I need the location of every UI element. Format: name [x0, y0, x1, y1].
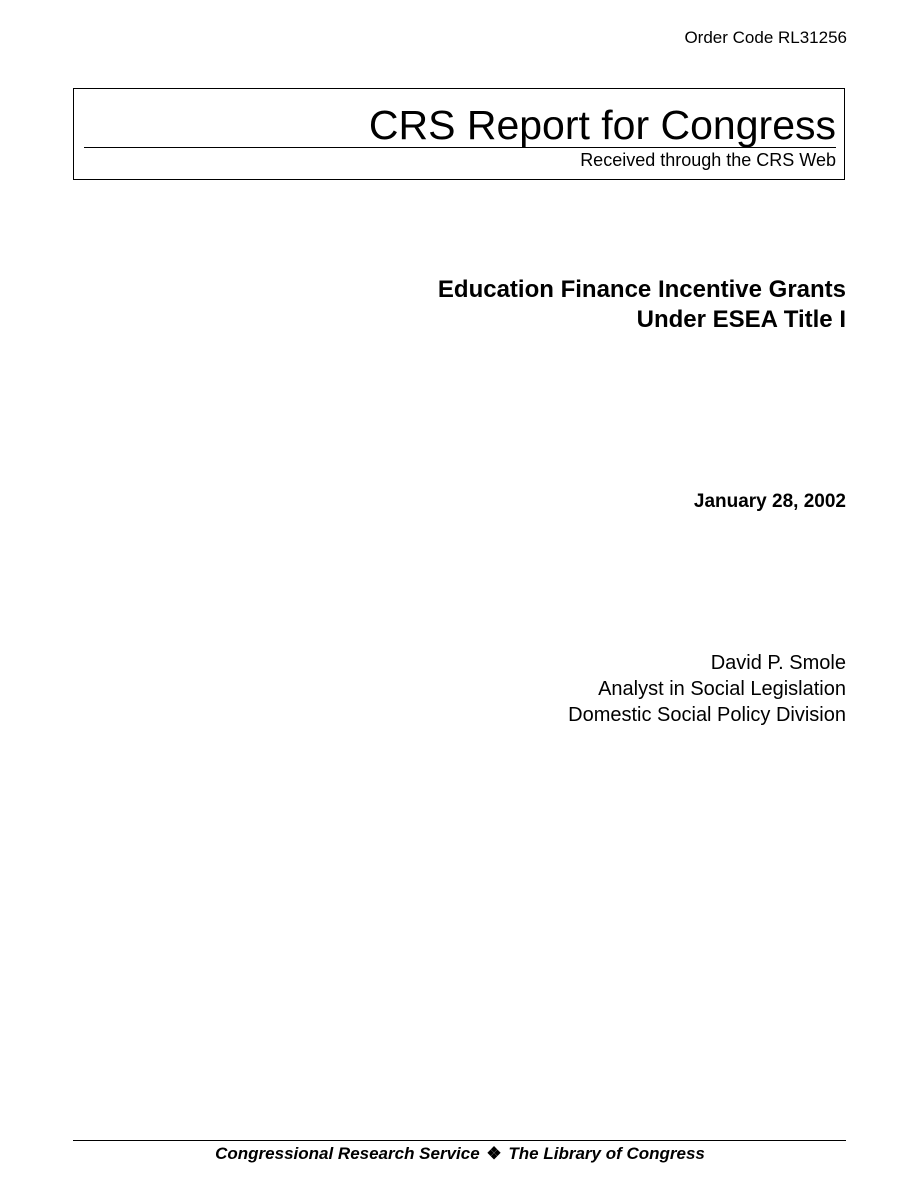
author-name: David P. Smole [710, 652, 846, 674]
author-position: Analyst in Social Legislation [598, 678, 846, 700]
footer-divider [73, 1140, 846, 1141]
footer-right-text: The Library of Congress [508, 1144, 705, 1163]
report-title-line-2: Under ESEA Title I [636, 306, 846, 333]
report-series-title: CRS Report for Congress [368, 102, 836, 148]
report-title-line-1: Education Finance Incentive Grants [437, 276, 846, 303]
footer [0, 1143, 920, 1165]
author-division: Domestic Social Policy Division [568, 704, 846, 726]
report-title [438, 275, 846, 335]
author-block [568, 650, 846, 728]
report-date: January 28, 2002 [693, 491, 846, 512]
header-divider [84, 147, 836, 148]
footer-left-text: Congressional Research Service [215, 1144, 480, 1163]
report-series-subtitle: Received through the CRS Web [580, 150, 836, 170]
order-code: Order Code RL31256 [684, 28, 847, 47]
diamond-separator-icon: ❖ [486, 1144, 502, 1163]
